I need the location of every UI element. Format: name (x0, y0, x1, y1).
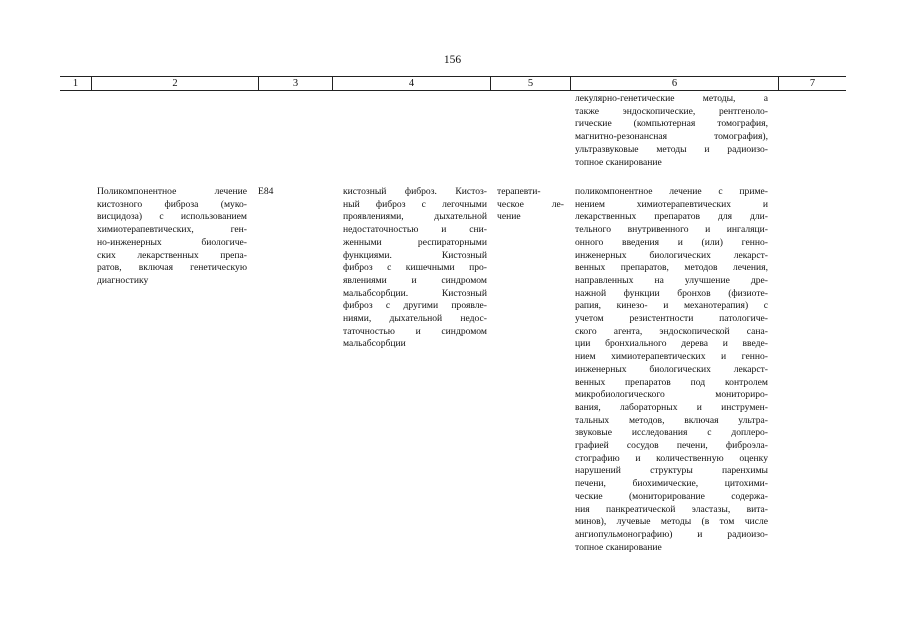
text-line: E84 (258, 186, 274, 197)
text-line: венных препаратов под контролем (575, 376, 768, 388)
text-line: ческое ле- (497, 198, 564, 210)
text-line: микробиологического мониториро- (575, 389, 768, 401)
text-line: ный фиброз с легочными (343, 198, 487, 210)
text-line: графией сосудов печени, фиброэла- (575, 440, 768, 452)
column-number-5: 5 (527, 78, 534, 89)
text-line: но-инженерных биологиче- (97, 236, 247, 248)
text-line: висцидоза) с использованием (97, 211, 247, 223)
column-number-6: 6 (671, 78, 678, 89)
text-line: нением химиотерапевтических и (575, 198, 768, 210)
text-line: ратов, включая генетическую (97, 262, 247, 274)
method-continuation (575, 93, 768, 169)
text-line: мальабсорбции (343, 338, 406, 350)
text-line: поликомпонентное лечение с приме- (575, 186, 768, 197)
text-line: минов), лучевые методы (в том числе (575, 516, 768, 528)
text-line: вания, лабораторных и инструмен- (575, 401, 768, 413)
column-number-2: 2 (172, 78, 178, 89)
text-line: ции бронхиального дерева и введе- (575, 338, 768, 350)
text-line: тельного внутривенного и ингаляци- (575, 224, 768, 236)
text-line: магнитно-резонансная томография), (575, 131, 768, 143)
text-line: проявлениями, дыхательной (343, 211, 487, 223)
text-line: звуковые исследования с доплеро- (575, 427, 768, 439)
treatment-type (497, 186, 564, 224)
text-line: ангиопульмонографию) и радиоизо- (575, 528, 768, 540)
text-line: ских лекарственных препа- (97, 249, 247, 261)
page-number: 156 (443, 54, 462, 66)
text-line: венных препаратов, методов лечения, (575, 262, 768, 274)
text-line: диагностику (97, 274, 149, 286)
text-line: функциями. Кистозный (343, 249, 487, 261)
text-line: печени, биохимические, цитохими- (575, 478, 768, 490)
text-line: лекулярно-генетические методы, а (575, 93, 768, 104)
text-line: ультразвуковые методы и радиоизо- (575, 143, 768, 155)
text-line: тальных методов, включая ультра- (575, 414, 768, 426)
diagnosis-text (343, 186, 487, 351)
column-number-7: 7 (809, 78, 816, 89)
text-line: ниями, дыхательной недос- (343, 313, 487, 325)
text-line: также эндоскопические, рентгеноло- (575, 105, 768, 117)
treatment-method (575, 186, 768, 554)
text-line: чение (497, 211, 521, 223)
text-line: инженерных биологических лекарст- (575, 249, 768, 261)
text-line: учетом резистентности патологиче- (575, 313, 768, 325)
text-line: кистозный фиброз. Кистоз- (343, 186, 487, 197)
text-line: лекарственных препаратов для дли- (575, 211, 768, 223)
text-line: ческие (мониторирование содержа- (575, 490, 768, 502)
text-line: женными респираторными (343, 236, 487, 248)
text-line: топное сканирование (575, 541, 662, 553)
text-line: рапия, кинезо- и механотерапия) с (575, 300, 768, 312)
text-line: кистозного фиброза (муко- (97, 198, 247, 210)
table-header-row (60, 76, 846, 91)
text-line: гические (компьютерная томография, (575, 118, 768, 130)
icd-code (258, 186, 298, 199)
text-line: мальабсорбции. Кистозный (343, 287, 487, 299)
text-line: ского агента, эндоскопической сана- (575, 325, 768, 337)
text-line: таточностью и синдромом (343, 325, 487, 337)
text-line: фиброз с другими проявле- (343, 300, 487, 312)
text-line: нием химиотерапевтических и генно- (575, 351, 768, 363)
text-line: Поликомпонентное лечение (97, 186, 247, 197)
text-line: нажной функции бронхов (физиоте- (575, 287, 768, 299)
text-line: инженерных биологических лекарст- (575, 363, 768, 375)
text-line: нарушений структуры паренхимы (575, 465, 768, 477)
text-line: топное сканирование (575, 156, 662, 168)
column-number-1: 1 (72, 78, 79, 89)
text-line: фиброз с кишечными про- (343, 262, 487, 274)
text-line: ния панкреатической эластазы, вита- (575, 503, 768, 515)
text-line: химиотерапевтических, ген- (97, 224, 247, 236)
text-line: онного введения и (или) генно- (575, 236, 768, 248)
text-line: терапевти- (497, 186, 541, 197)
column-number-4: 4 (408, 78, 415, 89)
column-number-3: 3 (292, 78, 299, 89)
text-line: направленных на улучшение дре- (575, 274, 768, 286)
text-line: недостаточностью и сни- (343, 224, 487, 236)
text-line: явлениями и синдромом (343, 274, 487, 286)
intervention-name (97, 186, 247, 288)
text-line: стографию и количественную оценку (575, 452, 768, 464)
